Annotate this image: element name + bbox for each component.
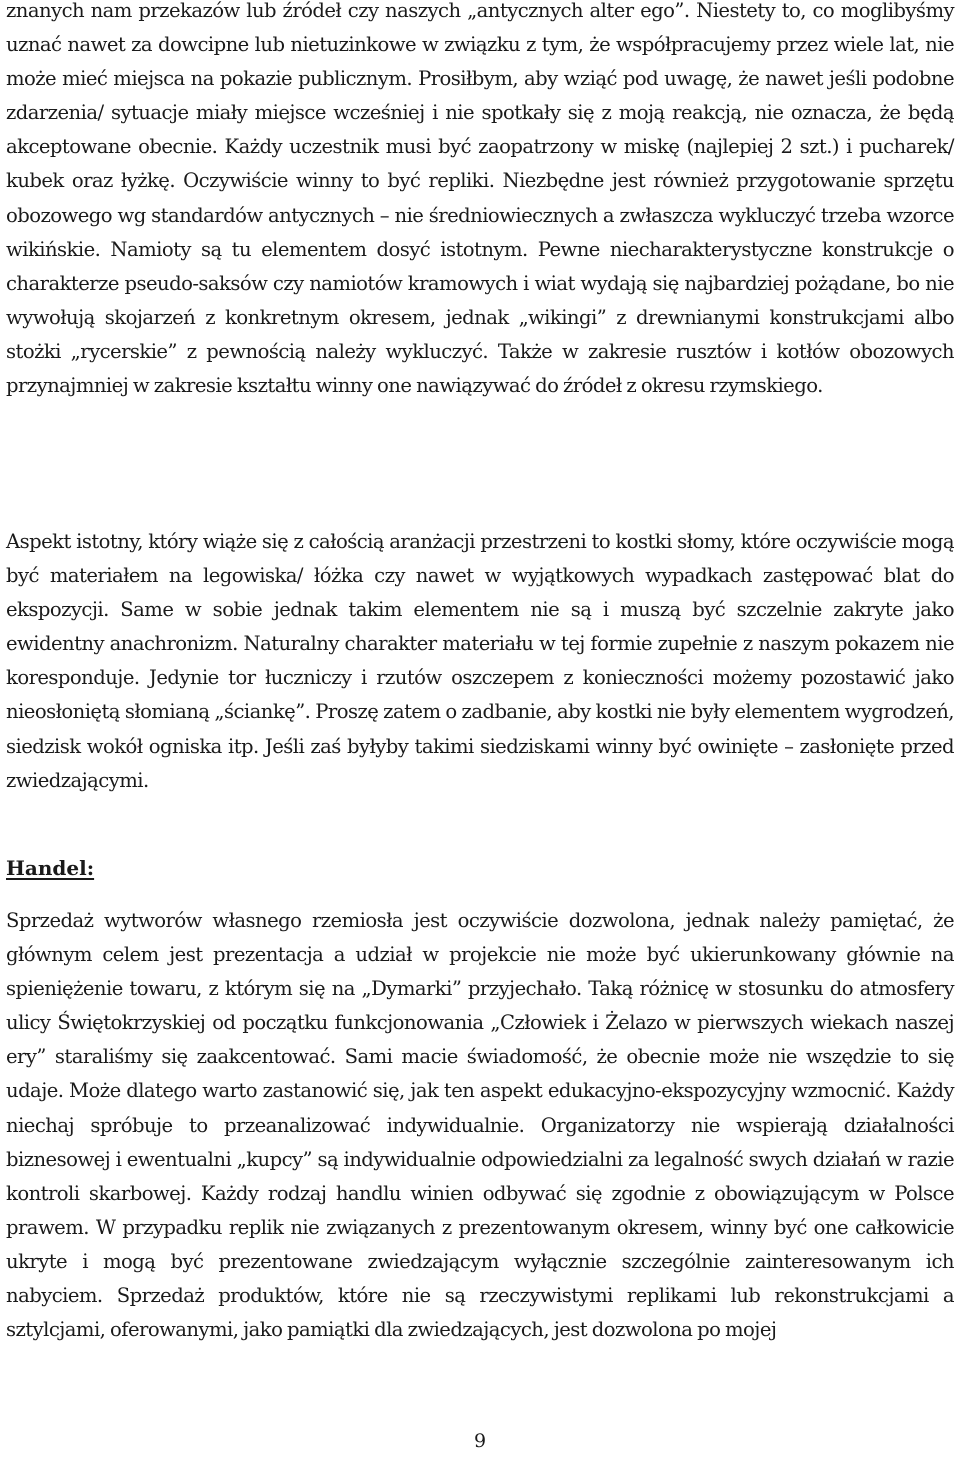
paragraph-trade: Sprzedaż wytworów własnego rzemiosła jest oczywiście dozwolona, jednak należy pamiętać, że głównym celem jest prezentacja a udział w projekcie nie może być ukierunkowany głównie na spieniężenie towaru, z którym się na „Dymarki” przyjechało. Taką różnicę w stosunku do atmosfery ulicy Świętokrzyskiej od początku funkcjonowania „Człowiek i Żelazo w pierwszych wiekach naszej ery” staraliśmy się zaakcentować. Sami macie świadomość, że obecnie może nie wszędzie to się udaje. Może dlatego warto zastanowić się, jak ten aspekt edukacyjno-ekspozycyjny wzmocnić. Każdy niechaj spróbuje to przeanalizować indywidualnie. Organizatorzy nie wspierają działalności biznesowej i ewentualni „kupcy” są indywidualnie odpowiedzialni za legalność swych działań w razie kontroli skarbowej. Każdy rodzaj handlu winien odbywać się zgodnie z obowiązującym w Polsce prawem. W przypadku replik nie związanych z prezentowanym okresem, winny być one całkowicie ukryte i mogą być prezentowane zwiedzającym wyłącznie szczególnie zainteresowanym ich nabyciem. Sprzedaż produktów, które nie są rzeczywistymi replikami lub rekonstrukcjami a sztylcjami, oferowanymi, jako pamiątki dla zwiedzających, jest dozwolona po mojej [6,909,954,1342]
paragraph-straw-bales: Aspekt istotny, który wiąże się z całością aranżacji przestrzeni to kostki słomy, które oczywiście mogą być materiałem na legowiska/ łóżka czy nawet w wyjątkowych wypadkach zastępować blat do ekspozycji. Same w sobie jednak takim elementem nie są i muszą być szczelnie zakryte jako ewidentny anachronizm. Naturalny charakter materiału w tej formie zupełnie z naszym pokazem nie koresponduje. Jedynie tor łuczniczy i rzutów oszczepem z konieczności możemy pozostawić jako nieosłoniętą słomianą „ściankę”. Proszę zatem o zadbanie, aby kostki nie były elementem wygrodzeń, siedzisk wokół ogniska itp. Jeśli zaś byłyby takimi siedziskami winny być owinięte – zasłonięte przed zwiedzającymi. [6,530,954,792]
page-number: 9 [473,1430,487,1452]
paragraph-alter-ego-and-camp-equipment: znanych nam przekazów lub źródeł czy naszych „antycznych alter ego”. Niestety to, co moglibyśmy uznać nawet za dowcipne lub nietuzinkowe w związku z tym, że współpracujemy przez wiele lat, nie może mieć miejsca na pokazie publicznym. Prosiłbym, aby wziąć pod uwagę, że nawet jeśli podobne zdarzenia/ sytuacje miały miejsce wcześniej i nie spotkały się z moją reakcją, nie oznacza, że będą akceptowane obecnie. Każdy uczestnik musi być zaopatrzony w miskę (najlepiej 2 szt.) i pucharek/ kubek oraz łyżkę. Oczywiście winny to być repliki. Niezbędne jest również przygotowanie sprzętu obozowego wg standardów antycznych – nie średniowiecznych a zwłaszcza wykluczyć trzeba wzorce wikińskie. Namioty są tu elementem dosyć istotnym. Pewne niecharakterystyczne konstrukcje o charakterze pseudo-saksów czy namiotów kramowych i wiat wydają się najbardziej pożądane, bo nie wywołują skojarzeń z konkretnym okresem, jednak „wikingi” z drewnianymi konstrukcjami albo stożki „rycerskie” z pewnością należy wykluczyć. Także w zakresie rusztów i kotłów obozowych przynajmniej w zakresie kształtu winny one nawiązywać do źródeł z okresu rzymskiego. [6,0,954,398]
section-heading-handel: Handel: [6,856,95,880]
